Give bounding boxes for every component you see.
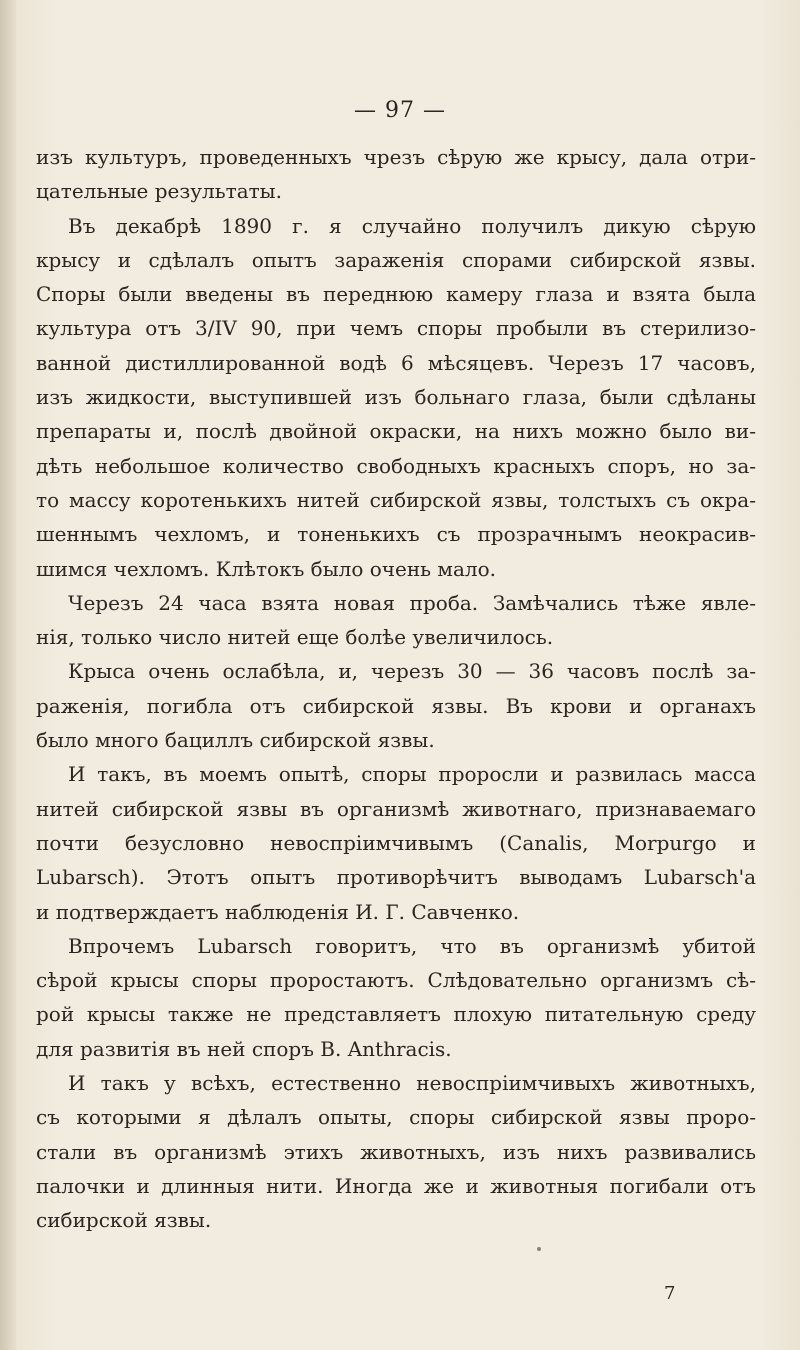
text-line: изъ жидкости, выступившей изъ больнаго глаза, были сдѣланы (36, 385, 756, 410)
text-line: крысу и сдѣлалъ опытъ зараженія спорами сибирской язвы. (36, 247, 756, 272)
text-line: раженія, погибла отъ сибирской язвы. Въ крови и органахъ (36, 693, 756, 718)
text-line: шимся чехломъ. Клѣтокъ было очень мало. (36, 556, 496, 581)
text-line: нитей сибирской язвы въ организмѣ животнаго, признаваемаго (36, 796, 756, 821)
text-line: Въ декабрѣ 1890 г. я случайно получилъ дикую сѣрую (68, 213, 756, 238)
text-line: культура отъ 3/IV 90, при чемъ споры пробыли въ стерилизо- (36, 316, 756, 341)
text-line: Крыса очень ослабѣла, и, черезъ 30 — 36 часовъ послѣ за- (68, 659, 756, 684)
text-line: почти безусловно невоспріимчивымъ (Canalis, Morpurgo и (36, 830, 756, 855)
text-line: Впрочемъ Lubarsch говоритъ, что въ организмѣ убитой (68, 933, 756, 958)
text-line: было много бациллъ сибирской язвы. (36, 728, 435, 753)
text-line: дѣть небольшое количество свободныхъ красныхъ споръ, но за- (36, 453, 756, 478)
text-line: Lubarsch). Этотъ опытъ противорѣчитъ выводамъ Lubarsch'а (36, 865, 756, 890)
text-line: изъ культуръ, проведенныхъ чрезъ сѣрую же крысу, дала отри- (36, 145, 756, 169)
text-line: рой крысы также не представляетъ плохую питательную среду (36, 1002, 756, 1027)
text-line: И такъ у всѣхъ, естественно невоспріимчивыхъ животныхъ, (68, 1071, 756, 1096)
text-line: ванной дистиллированной водѣ 6 мѣсяцевъ. Черезъ 17 часовъ, (36, 350, 756, 375)
page-binding-edge (0, 0, 16, 1350)
text-line: Споры были введены въ переднюю камеру глаза и взята была (36, 282, 756, 307)
text-line: нія, только число нитей еще болѣе увеличилось. (36, 625, 554, 650)
text-line: палочки и длинныя нити. Иногда же и животныя погибали отъ (36, 1173, 756, 1198)
text-line: и подтверждаетъ наблюденія И. Г. Савченко. (36, 899, 520, 924)
ink-speck (537, 1247, 541, 1251)
text-line: стали въ организмѣ этихъ животныхъ, изъ нихъ развивались (36, 1139, 756, 1164)
text-line: препараты и, послѣ двойной окраски, на нихъ можно было ви- (36, 419, 756, 444)
text-line: сибирской язвы. (36, 1208, 212, 1233)
text-line: то массу коротенькихъ нитей сибирской язвы, толстыхъ съ окра- (36, 487, 756, 512)
body-text (36, 140, 756, 1238)
text-line: цательные результаты. (36, 179, 282, 204)
text-line: съ которыми я дѣлалъ опыты, споры сибирской язвы проро- (36, 1105, 756, 1130)
text-line: И такъ, въ моемъ опытѣ, споры проросли и развилась масса (68, 762, 756, 787)
text-line: Черезъ 24 часа взята новая проба. Замѣчались тѣже явле- (68, 590, 756, 615)
text-line: сѣрой крысы споры проростаютъ. Слѣдовательно организмъ сѣ- (36, 968, 756, 993)
text-line: шеннымъ чехломъ, и тоненькихъ съ прозрачнымъ неокрасив- (36, 522, 756, 547)
page-number-header: — 97 — (354, 98, 446, 123)
text-line: для развитія въ ней споръ B. Anthracis. (36, 1036, 452, 1061)
signature-mark: 7 (664, 1283, 676, 1304)
